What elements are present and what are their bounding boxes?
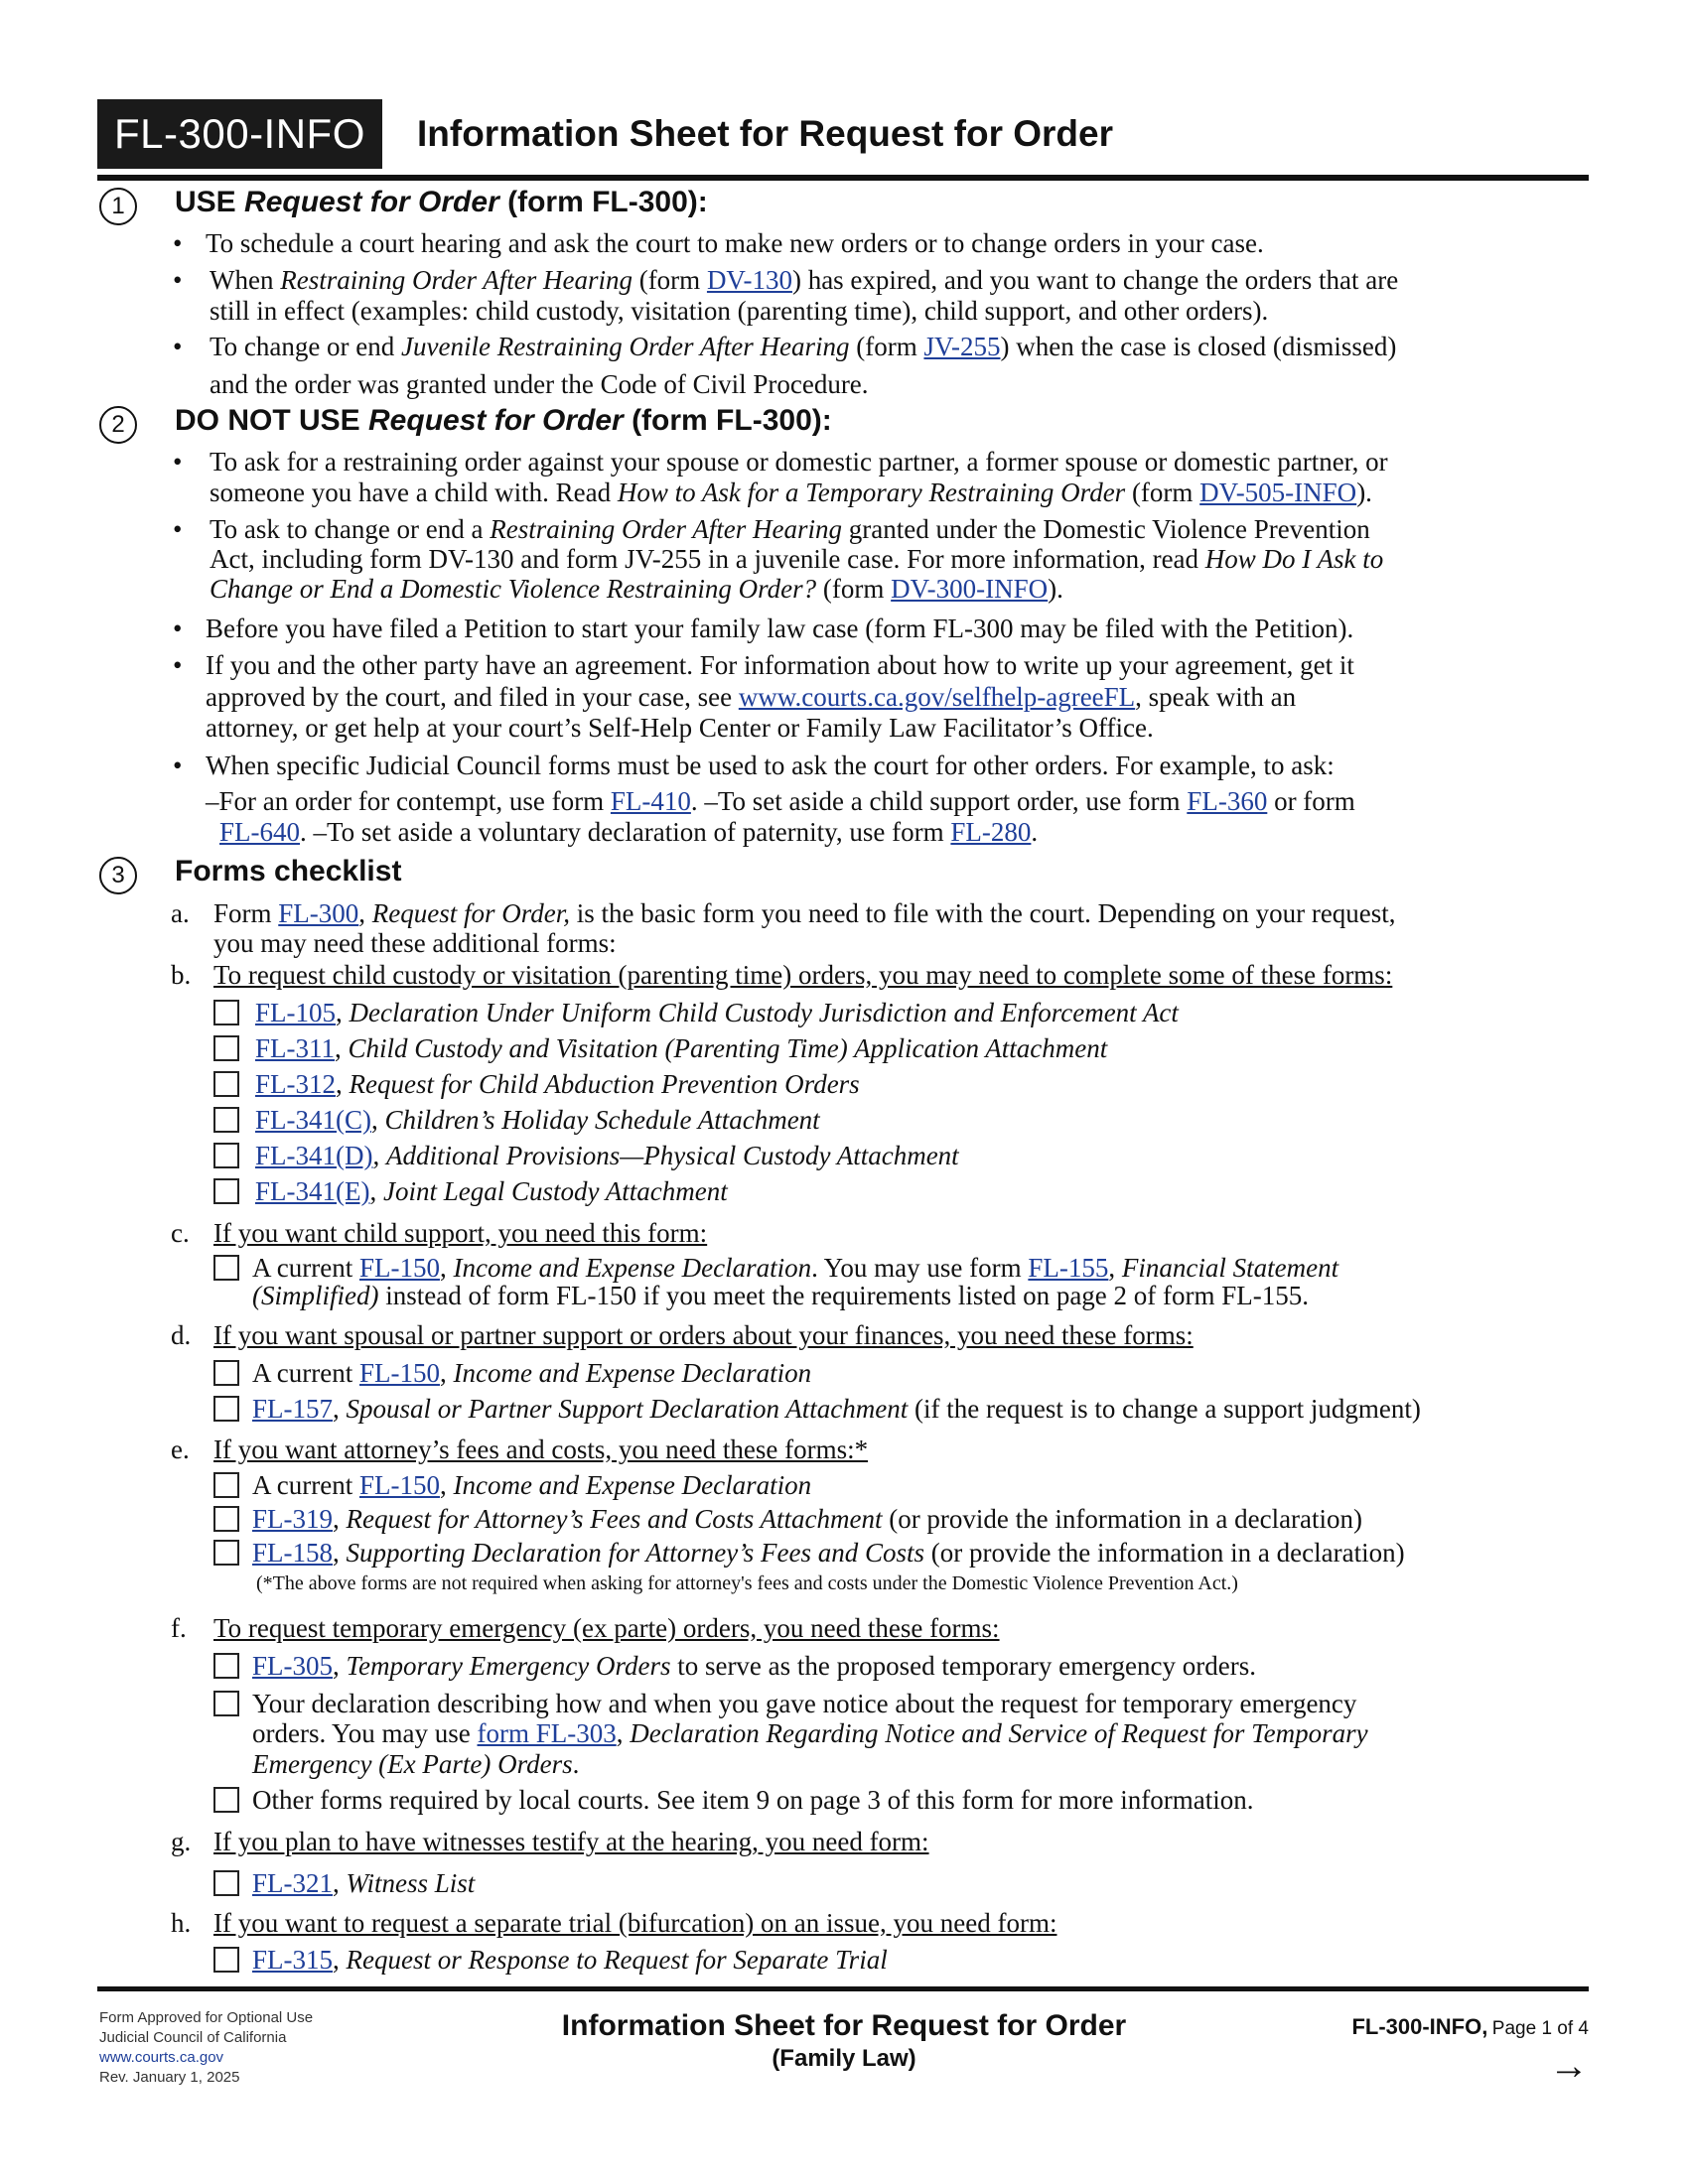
bullet-icon: • <box>173 614 183 643</box>
link-fl-305[interactable]: FL-305 <box>252 1651 333 1681</box>
item-g-heading: If you plan to have witnesses testify at the hearing, you need form: <box>213 1827 929 1856</box>
s1-bullet-2-line-2: still in effect (examples: child custody, visitation (parenting time), child support, and other orders). <box>210 296 1269 326</box>
item-a-marker: a. <box>171 898 190 928</box>
footer-title-block <box>447 2008 1241 2074</box>
checkbox[interactable] <box>213 1000 239 1025</box>
s2-bullet-5-line-3: FL-640. –To set aside a voluntary declaration of paternity, use form FL-280. <box>219 817 1039 847</box>
form-link[interactable]: FL-341(D) <box>255 1141 373 1170</box>
s2-bullet-3: Before you have filed a Petition to start your family law case (form FL-300 may be filed with the Petition). <box>206 614 1354 643</box>
item-b-marker: b. <box>171 960 192 990</box>
link-dv-505-info[interactable]: DV-505-INFO <box>1199 478 1357 507</box>
bullet-icon: • <box>173 447 183 477</box>
s2-bullet-2-line-3: Change or End a Domestic Violence Restraining Order? (form DV-300-INFO). <box>210 574 1063 604</box>
section-1-heading: USE Request for Order (form FL-300): <box>175 186 708 218</box>
checkbox[interactable] <box>213 1472 239 1498</box>
section-2-heading: DO NOT USE Request for Order (form FL-300): <box>175 404 832 437</box>
item-b-form: FL-341(C), Children’s Holiday Schedule Attachment <box>255 1105 820 1135</box>
checkbox[interactable] <box>213 1107 239 1133</box>
item-b-form: FL-311, Child Custody and Visitation (Parenting Time) Application Attachment <box>255 1033 1108 1063</box>
checkbox[interactable] <box>213 1870 239 1896</box>
checkbox[interactable] <box>213 1396 239 1422</box>
section-3-number: 3 <box>99 857 137 894</box>
item-b-heading: To request child custody or visitation (parenting time) orders, you may need to complete some of these forms: <box>213 960 1393 990</box>
s1-bullet-3: To change or end Juvenile Restraining Order After Hearing (form JV-255) when the case is closed (dismissed) <box>210 332 1397 361</box>
bullet-icon: • <box>173 514 183 544</box>
item-h-heading: If you want to request a separate trial (bifurcation) on an issue, you need form: <box>213 1908 1057 1938</box>
item-b-form: FL-341(E), Joint Legal Custody Attachment <box>255 1176 728 1206</box>
bullet-icon: • <box>173 228 183 258</box>
footer-rule <box>97 1986 1589 1991</box>
s2-bullet-4-line-2: approved by the court, and filed in your case, see www.courts.ca.gov/selfhelp-agreeFL, speak with an <box>206 682 1297 712</box>
item-b-form: FL-105, Declaration Under Uniform Child Custody Jurisdiction and Enforcement Act <box>255 998 1179 1027</box>
checkbox[interactable] <box>213 1787 239 1813</box>
checkbox[interactable] <box>213 1540 239 1566</box>
s2-bullet-5-line-2: –For an order for contempt, use form FL-410. –To set aside a child support order, use form FL-360 or form <box>206 786 1355 816</box>
footer-form-id: FL-300-INFO, <box>1351 2014 1488 2039</box>
bullet-icon: • <box>173 332 183 361</box>
s2-bullet-1: To ask for a restraining order against your spouse or domestic partner, a former spouse or domestic partner, or <box>210 447 1388 477</box>
link-fl-150[interactable]: FL-150 <box>358 1253 440 1283</box>
section-2-number: 2 <box>99 406 137 444</box>
link-fl-150[interactable]: FL-150 <box>358 1358 440 1388</box>
link-fl-158[interactable]: FL-158 <box>252 1538 333 1568</box>
next-page-arrow-icon[interactable]: → <box>1549 2044 1589 2088</box>
link-fl-640[interactable]: FL-640 <box>219 817 300 847</box>
link-selfhelp-agreefl[interactable]: www.courts.ca.gov/selfhelp-agreeFL <box>738 682 1136 712</box>
checkbox[interactable] <box>213 1255 239 1281</box>
bullet-icon: • <box>173 650 183 680</box>
checkbox[interactable] <box>213 1178 239 1204</box>
s2-bullet-4-line-3: attorney, or get help at your court’s Self-Help Center or Family Law Facilitator’s Office. <box>206 713 1154 743</box>
footer-subtitle: (Family Law) <box>772 2045 916 2072</box>
link-fl-303[interactable]: form FL-303 <box>477 1718 617 1748</box>
checkbox[interactable] <box>213 1653 239 1679</box>
link-fl-315[interactable]: FL-315 <box>252 1945 333 1975</box>
header-rule <box>97 175 1589 181</box>
item-e-heading: If you want attorney’s fees and costs, you need these forms:* <box>213 1434 869 1464</box>
item-b-form: FL-312, Request for Child Abduction Prevention Orders <box>255 1069 860 1099</box>
checkbox[interactable] <box>213 1071 239 1097</box>
checkbox[interactable] <box>213 1691 239 1716</box>
item-h-marker: h. <box>171 1908 192 1938</box>
checkbox[interactable] <box>213 1143 239 1168</box>
item-f-form-2: Your declaration describing how and when you gave notice about the request for temporary emergency <box>252 1689 1357 1718</box>
item-f-heading: To request temporary emergency (ex parte) orders, you need these forms: <box>213 1613 1000 1643</box>
bullet-icon: • <box>173 265 183 295</box>
item-f-form-1: FL-305, Temporary Emergency Orders to serve as the proposed temporary emergency orders. <box>252 1651 1256 1681</box>
item-e-form-2: FL-319, Request for Attorney’s Fees and Costs Attachment (or provide the information in a declaration) <box>252 1504 1363 1534</box>
link-dv-130[interactable]: DV-130 <box>706 265 792 295</box>
item-e-form-3: FL-158, Supporting Declaration for Attorney’s Fees and Costs (or provide the information in a declaration) <box>252 1538 1405 1568</box>
s1-bullet-3-line-2: and the order was granted under the Code of Civil Procedure. <box>210 369 869 399</box>
item-a-text: Form FL-300, Request for Order, is the basic form you need to file with the court. Depending on your request, <box>213 898 1396 928</box>
form-link[interactable]: FL-341(E) <box>255 1176 370 1206</box>
bullet-icon: • <box>173 751 183 780</box>
form-link[interactable]: FL-105 <box>255 998 336 1027</box>
item-f-form-2-line-2: orders. You may use form FL-303, Declaration Regarding Notice and Service of Request for Temporary <box>252 1718 1368 1748</box>
checkbox[interactable] <box>213 1506 239 1532</box>
footer-approval: Form Approved for Optional Use Judicial Council of California www.courts.ca.gov Rev. January 1, 2025 <box>99 2009 314 2086</box>
s2-bullet-1-line-2: someone you have a child with. Read How to Ask for a Temporary Restraining Order (form DV-505-INFO). <box>210 478 1372 507</box>
link-fl-360[interactable]: FL-360 <box>1187 786 1268 816</box>
link-fl-155[interactable]: FL-155 <box>1028 1253 1109 1283</box>
item-c-text: A current FL-150, Income and Expense Declaration. You may use form FL-155, Financial Statement <box>252 1253 1339 1283</box>
item-f-form-2-line-3: Emergency (Ex Parte) Orders. <box>252 1749 580 1779</box>
item-d-form-1: A current FL-150, Income and Expense Declaration <box>252 1358 812 1388</box>
link-fl-150[interactable]: FL-150 <box>358 1470 440 1500</box>
form-link[interactable]: FL-311 <box>255 1033 335 1063</box>
link-fl-410[interactable]: FL-410 <box>610 786 691 816</box>
s2-bullet-5: When specific Judicial Council forms must be used to ask the court for other orders. For example, to ask: <box>206 751 1335 780</box>
s2-bullet-2-line-2: Act, including form DV-130 and form JV-255 in a juvenile case. For more information, read How Do I Ask to <box>210 544 1384 574</box>
link-jv-255[interactable]: JV-255 <box>923 332 1001 361</box>
link-dv-300-info[interactable]: DV-300-INFO <box>891 574 1049 604</box>
item-e-marker: e. <box>171 1434 190 1464</box>
link-fl-321[interactable]: FL-321 <box>252 1868 333 1898</box>
s2-bullet-2: To ask to change or end a Restraining Order After Hearing granted under the Domestic Violence Prevention <box>210 514 1370 544</box>
item-a-line-2: you may need these additional forms: <box>213 928 617 958</box>
checkbox[interactable] <box>213 1035 239 1061</box>
s2-bullet-4: If you and the other party have an agreement. For information about how to write up your agreement, get it <box>206 650 1354 680</box>
link-fl-319[interactable]: FL-319 <box>252 1504 333 1534</box>
section-3-heading: Forms checklist <box>175 855 402 887</box>
item-e-form-1: A current FL-150, Income and Expense Declaration <box>252 1470 812 1500</box>
form-id-box: FL-300-INFO <box>97 99 382 169</box>
section-1-number: 1 <box>99 188 137 225</box>
footer-page-info <box>1351 2012 1589 2087</box>
item-g-form: FL-321, Witness List <box>252 1868 476 1898</box>
item-f-marker: f. <box>171 1613 187 1643</box>
item-d-heading: If you want spousal or partner support or orders about your finances, you need these forms: <box>213 1320 1194 1350</box>
form-link[interactable]: FL-312 <box>255 1069 336 1099</box>
item-c-line-2: (Simplified) instead of form FL-150 if you meet the requirements listed on page 2 of form FL-155. <box>252 1281 1310 1310</box>
item-d-marker: d. <box>171 1320 192 1350</box>
page-header <box>97 99 1589 169</box>
s1-bullet-1: To schedule a court hearing and ask the court to make new orders or to change orders in your case. <box>206 228 1264 258</box>
item-f-form-3: Other forms required by local courts. See item 9 on page 3 of this form for more information. <box>252 1785 1254 1815</box>
checkbox[interactable] <box>213 1360 239 1386</box>
form-link[interactable]: FL-341(C) <box>255 1105 371 1135</box>
item-d-form-2: FL-157, Spousal or Partner Support Declaration Attachment (if the request is to change a support judgment) <box>252 1394 1421 1424</box>
link-fl-300[interactable]: FL-300 <box>278 898 359 928</box>
item-e-note: (*The above forms are not required when asking for attorney's fees and costs under the Domestic Violence Prevention Act.) <box>256 1572 1238 1594</box>
link-fl-157[interactable]: FL-157 <box>252 1394 333 1424</box>
footer-website-link[interactable]: www.courts.ca.gov <box>99 2049 224 2066</box>
item-c-heading: If you want child support, you need this form: <box>213 1218 708 1248</box>
item-b-form: FL-341(D), Additional Provisions—Physical Custody Attachment <box>255 1141 959 1170</box>
s1-bullet-2: When Restraining Order After Hearing (form DV-130) has expired, and you want to change the orders that are <box>210 265 1399 295</box>
link-fl-280[interactable]: FL-280 <box>950 817 1032 847</box>
item-h-form: FL-315, Request or Response to Request for Separate Trial <box>252 1945 888 1975</box>
item-c-marker: c. <box>171 1218 190 1248</box>
item-g-marker: g. <box>171 1827 192 1856</box>
footer-title: Information Sheet for Request for Order <box>561 2009 1127 2042</box>
page-number: Page 1 of 4 <box>1491 2018 1589 2039</box>
checkbox[interactable] <box>213 1947 239 1973</box>
page-title: Information Sheet for Request for Order <box>417 113 1114 154</box>
